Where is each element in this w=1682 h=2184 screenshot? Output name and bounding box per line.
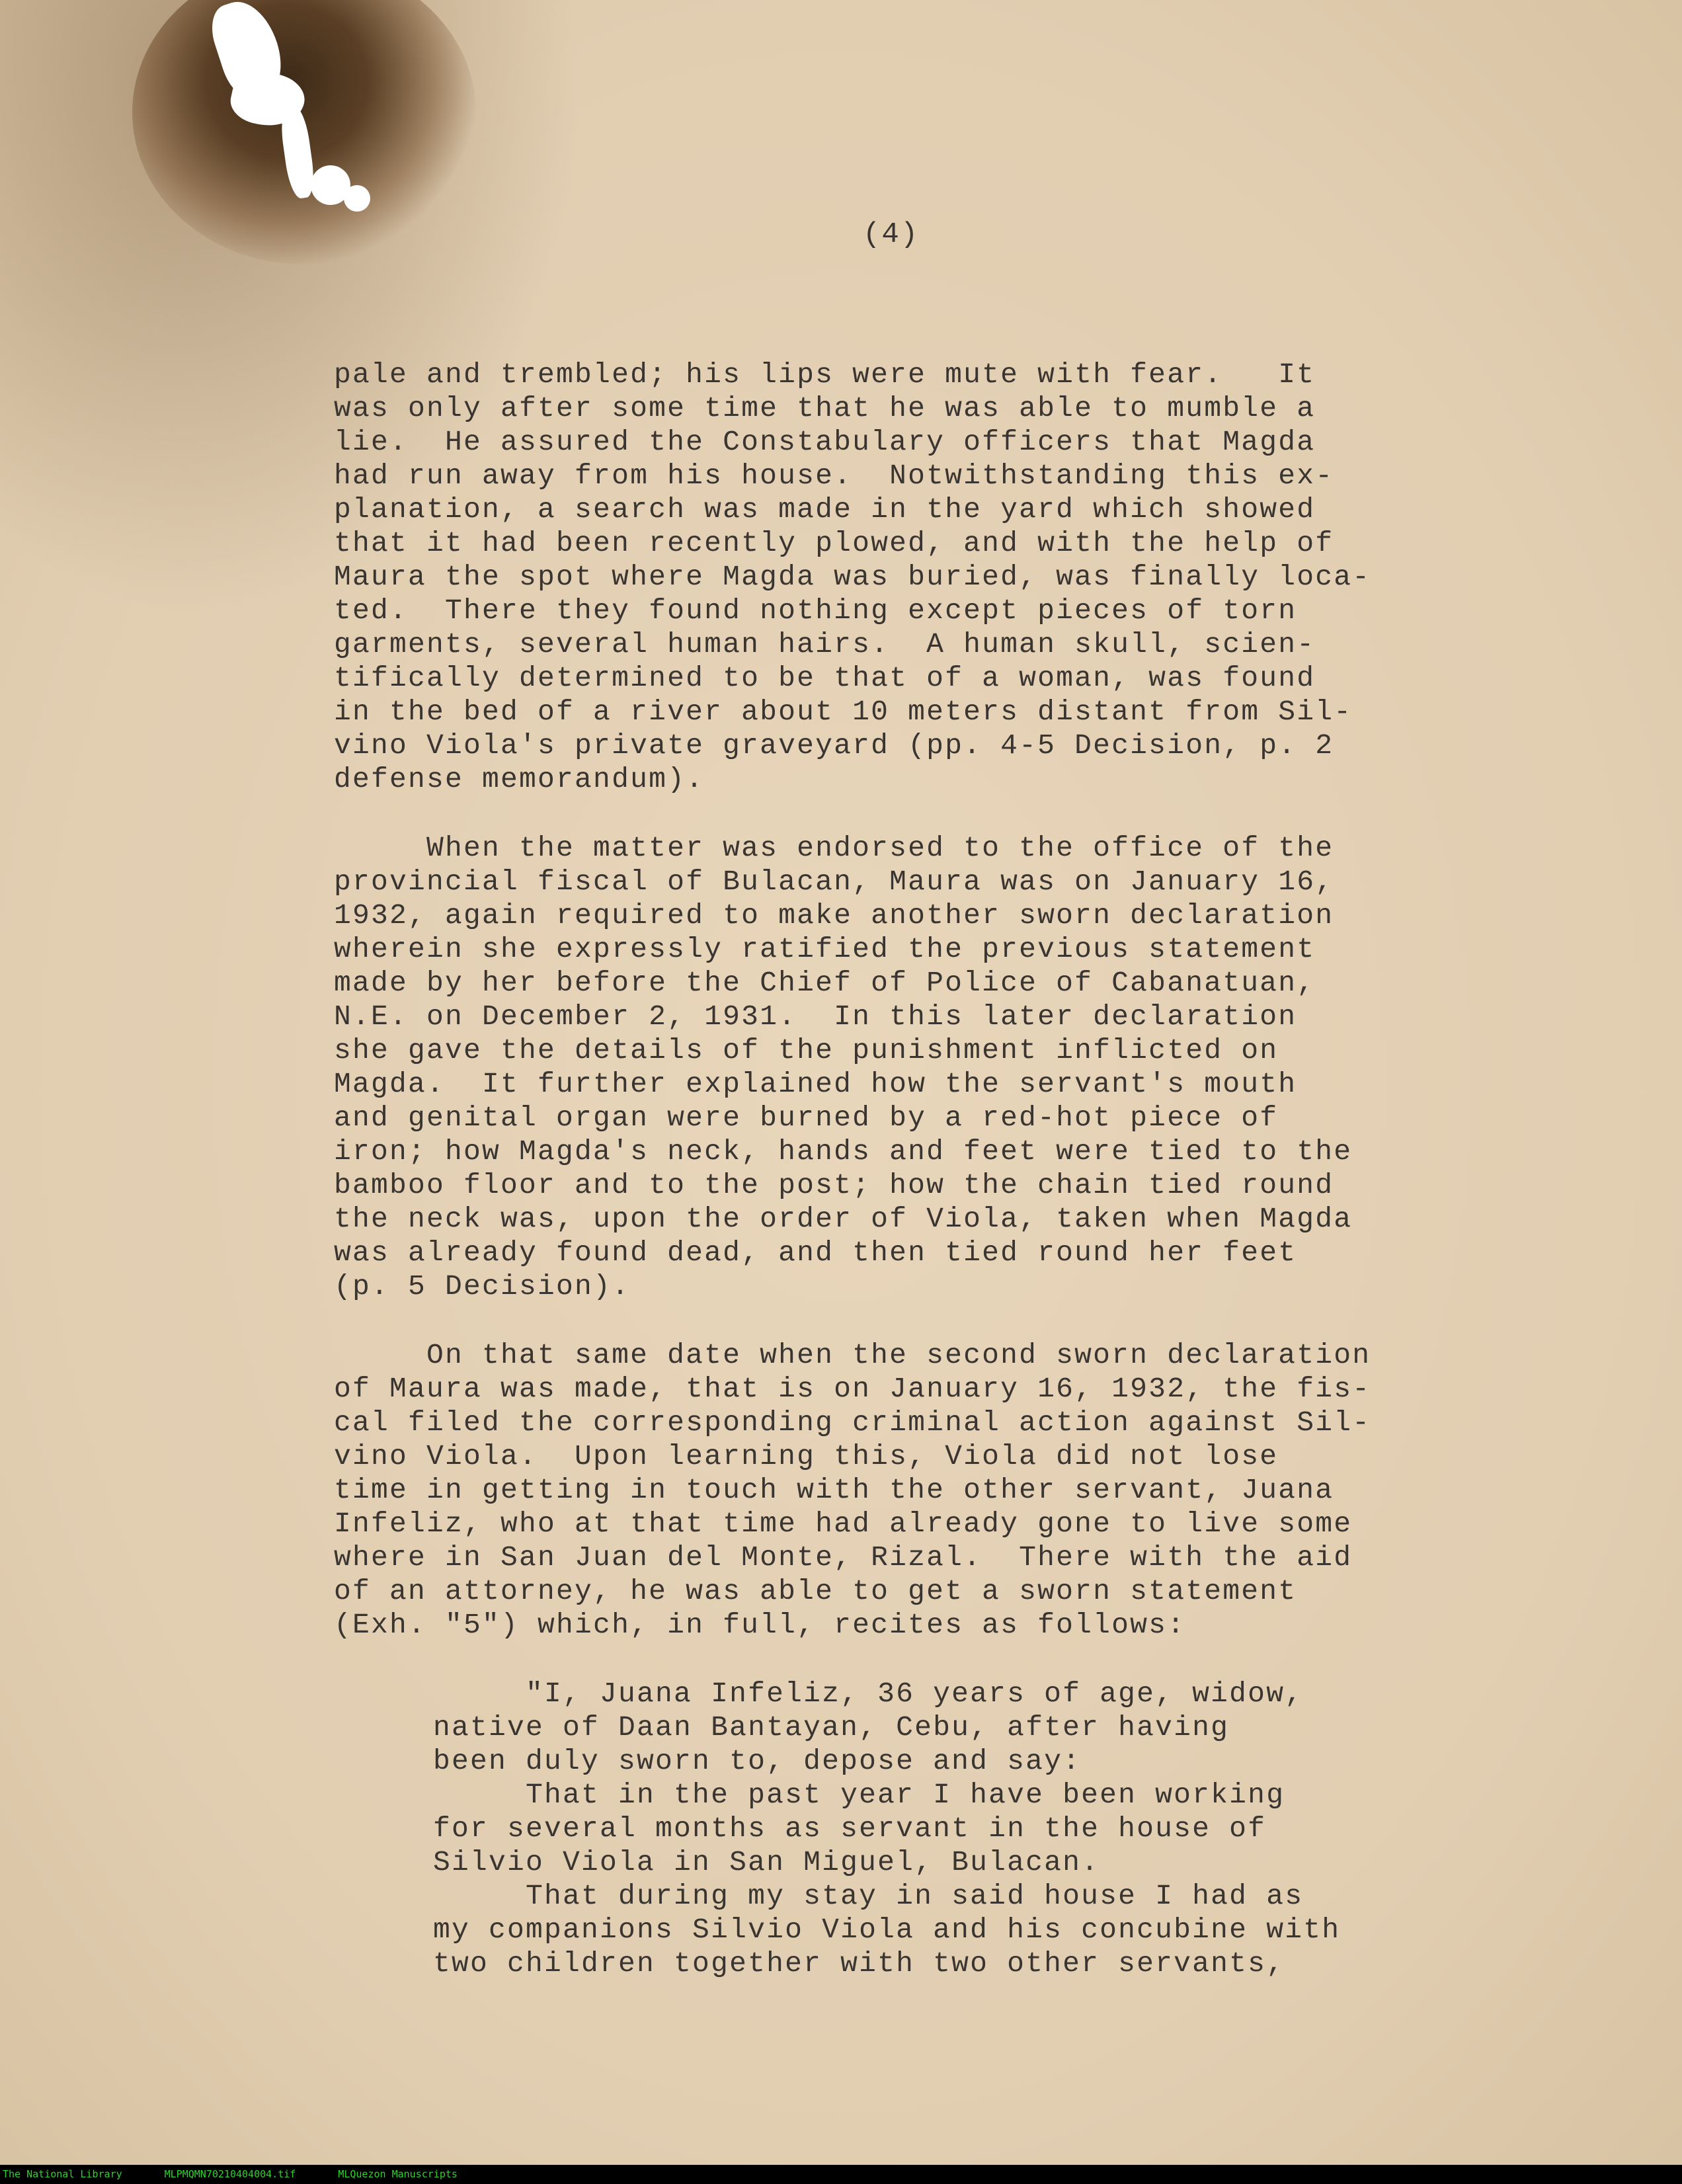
text-line: that it had been recently plowed, and with the help of xyxy=(334,527,1334,559)
text-line: bamboo floor and to the post; how the chain tied round xyxy=(334,1169,1334,1201)
text-line: the neck was, upon the order of Viola, taken when Magda xyxy=(334,1203,1353,1235)
text-line: iron; how Magda's neck, hands and feet were tied to the xyxy=(334,1135,1353,1168)
text-line: vino Viola. Upon learning this, Viola did not lose xyxy=(334,1440,1279,1473)
footer-library: The National Library xyxy=(3,2168,122,2180)
quote-line: Silvio Viola in San Miguel, Bulacan. xyxy=(433,1846,1100,1879)
text-line: and genital organ were burned by a red-hot piece of xyxy=(334,1102,1279,1134)
scan-footer-bar xyxy=(0,2165,1682,2184)
text-line: wherein she expressly ratified the previous statement xyxy=(334,933,1316,965)
text-line: defense memorandum). xyxy=(334,763,705,795)
text-line: time in getting in touch with the other servant, Juana xyxy=(334,1474,1334,1506)
quote-line: for several months as servant in the house of xyxy=(433,1812,1267,1845)
text-line: Infeliz, who at that time had already gone to live some xyxy=(334,1508,1353,1540)
text-line: cal filed the corresponding criminal action against Sil- xyxy=(334,1406,1371,1439)
text-line: garments, several human hairs. A human skull, scien- xyxy=(334,628,1316,661)
text-line: in the bed of a river about 10 meters distant from Sil- xyxy=(334,696,1353,728)
paper-hole xyxy=(344,185,370,212)
footer-filename: MLPMQMN70210404004.tif xyxy=(164,2168,296,2180)
quote-line: native of Daan Bantayan, Cebu, after having xyxy=(433,1711,1230,1744)
text-line: (Exh. "5") which, in full, recites as follows: xyxy=(334,1609,1186,1641)
text-line: vino Viola's private graveyard (pp. 4-5 Decision, p. 2 xyxy=(334,729,1334,762)
page-number: (4) xyxy=(863,218,920,251)
text-line: lie. He assured the Constabulary officers that Magda xyxy=(334,426,1316,458)
quote-line: That in the past year I have been working xyxy=(433,1779,1285,1811)
text-line: Maura the spot where Magda was buried, was finally loca- xyxy=(334,561,1371,593)
quote-line: "I, Juana Infeliz, 36 years of age, widow, xyxy=(433,1678,1304,1710)
text-line: had run away from his house. Notwithstanding this ex- xyxy=(334,460,1334,492)
text-line: ted. There they found nothing except pieces of torn xyxy=(334,594,1297,627)
text-line: of an attorney, he was able to get a sworn statement xyxy=(334,1575,1297,1607)
quote-line: That during my stay in said house I had as xyxy=(433,1880,1304,1912)
text-line: On that same date when the second sworn declaration xyxy=(334,1339,1371,1371)
text-line: where in San Juan del Monte, Rizal. There with the aid xyxy=(334,1541,1353,1574)
text-line: she gave the details of the punishment inflicted on xyxy=(334,1034,1279,1067)
quote-line: my companions Silvio Viola and his concubine with xyxy=(433,1914,1341,1946)
text-line: When the matter was endorsed to the office of the xyxy=(334,832,1334,864)
footer-collection: MLQuezon Manuscripts xyxy=(338,2168,458,2180)
text-line: was already found dead, and then tied round her feet xyxy=(334,1236,1297,1269)
text-line: N.E. on December 2, 1931. In this later declaration xyxy=(334,1000,1297,1033)
text-line: pale and trembled; his lips were mute with fear. It xyxy=(334,358,1316,391)
text-line: planation, a search was made in the yard which showed xyxy=(334,493,1316,526)
quote-line: two children together with two other servants, xyxy=(433,1947,1285,1980)
text-line: (p. 5 Decision). xyxy=(334,1270,631,1303)
text-line: tifically determined to be that of a woman, was found xyxy=(334,662,1316,694)
text-line: made by her before the Chief of Police of Cabanatuan, xyxy=(334,967,1316,999)
quote-line: been duly sworn to, depose and say: xyxy=(433,1745,1082,1777)
text-line: provincial fiscal of Bulacan, Maura was on January 16, xyxy=(334,866,1334,898)
text-line: 1932, again required to make another sworn declaration xyxy=(334,899,1334,932)
text-line: of Maura was made, that is on January 16, 1932, the fis- xyxy=(334,1373,1371,1405)
text-line: was only after some time that he was able to mumble a xyxy=(334,392,1316,425)
text-line: Magda. It further explained how the servant's mouth xyxy=(334,1068,1297,1100)
